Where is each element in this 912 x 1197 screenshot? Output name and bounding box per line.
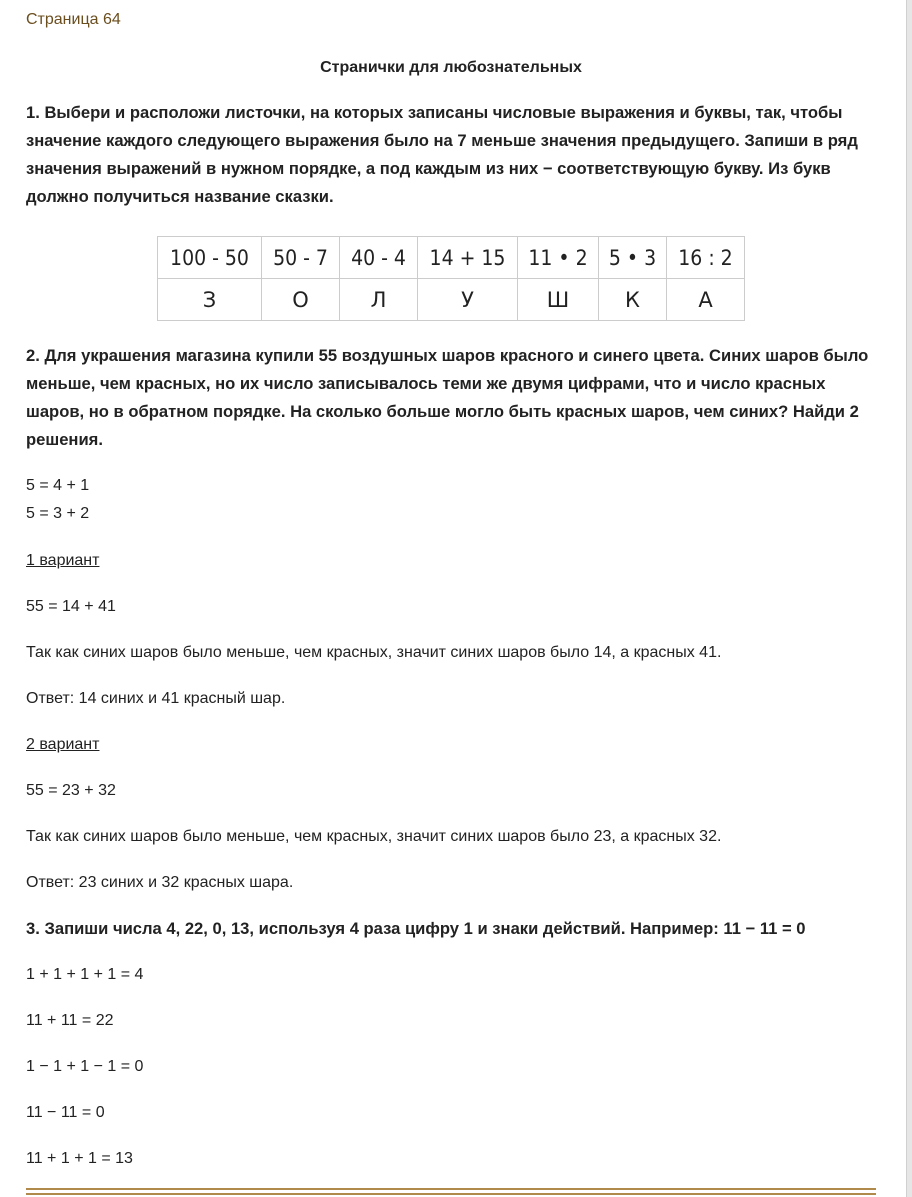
task-2-text: 2. Для украшения магазина купили 55 воздушных шаров красного и синего цвета. Синих шаров было меньше, чем красных, но их число записывалось теми же двумя цифрами, что и число красных шаров, но в обратном порядке. На сколько больше могло быть красных шаров, чем синих? Найди 2 решения. xyxy=(26,346,869,449)
letter-cell: У xyxy=(418,279,518,321)
decomposition-line: 5 = 4 + 1 xyxy=(26,477,90,494)
letter-cell: А xyxy=(667,279,745,321)
task-3-solution-line: 1 + 1 + 1 + 1 = 4 xyxy=(26,966,144,983)
variant-2-explanation: Так как синих шаров было меньше, чем красных, значит синих шаров было 23, а красных 32. xyxy=(26,828,722,845)
expression-cell: 16 : 2 xyxy=(667,237,745,279)
task-3-solution-line: 11 − 11 = 0 xyxy=(26,1104,105,1121)
variant-2-heading: 2 вариант xyxy=(26,736,100,753)
task-3-solution-line: 11 + 1 + 1 = 13 xyxy=(26,1150,133,1167)
variant-1-answer: Ответ: 14 синих и 41 красный шар. xyxy=(26,690,286,707)
page-frame-edge xyxy=(906,0,912,1197)
bottom-divider xyxy=(26,1188,876,1195)
letter-cell: З xyxy=(158,279,262,321)
expression-cell: 50 - 7 xyxy=(262,237,340,279)
task-3-text: 3. Запиши числа 4, 22, 0, 13, используя 4 раза цифру 1 и знаки действий. Например: 11 − 11 = 0 xyxy=(26,919,806,938)
expressions-row xyxy=(158,237,745,279)
task-3-solution-line: 1 − 1 + 1 − 1 = 0 xyxy=(26,1058,144,1075)
expression-cell: 5 • 3 xyxy=(599,237,667,279)
expression-cell: 11 • 2 xyxy=(518,237,599,279)
variant-1-equation: 55 = 14 + 41 xyxy=(26,598,116,615)
expression-cell: 100 - 50 xyxy=(158,237,262,279)
variant-2-equation: 55 = 23 + 32 xyxy=(26,782,116,799)
task-3-solution-line: 11 + 11 = 22 xyxy=(26,1012,114,1029)
page-number-label: Страница 64 xyxy=(26,11,121,28)
section-title: Странички для любознательных xyxy=(320,59,582,76)
letters-row xyxy=(158,279,745,321)
letter-cell: Ш xyxy=(518,279,599,321)
variant-1-heading: 1 вариант xyxy=(26,552,100,569)
decomposition-line: 5 = 3 + 2 xyxy=(26,505,90,522)
letter-cell: Л xyxy=(340,279,418,321)
task-1-text: 1. Выбери и расположи листочки, на которых записаны числовые выражения и буквы, так, чтобы значение каждого следующего выражения было на 7 меньше значения предыдущего. Запиши в ряд значения выражений в нужном порядке, а под каждым из них − соответствующую букву. Из букв должно получиться название сказки. xyxy=(26,103,858,206)
letter-cell: О xyxy=(262,279,340,321)
variant-2-answer: Ответ: 23 синих и 32 красных шара. xyxy=(26,874,294,891)
expression-cell: 14 + 15 xyxy=(418,237,518,279)
expression-cell: 40 - 4 xyxy=(340,237,418,279)
cards-table xyxy=(157,236,745,321)
variant-1-explanation: Так как синих шаров было меньше, чем красных, значит синих шаров было 14, а красных 41. xyxy=(26,644,722,661)
letter-cell: К xyxy=(599,279,667,321)
